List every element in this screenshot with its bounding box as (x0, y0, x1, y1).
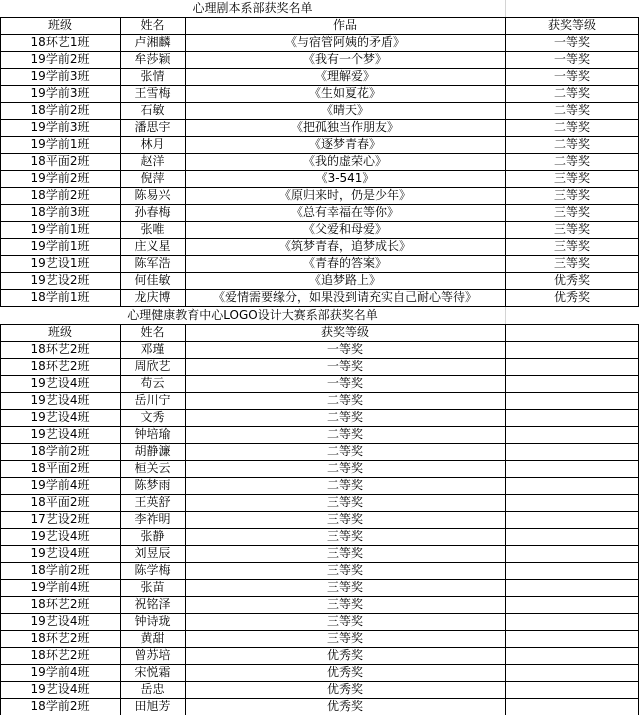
table-row (0, 545, 639, 562)
table-cell: 19学前3班 (30, 120, 90, 134)
table-cell: 18环艺2班 (30, 597, 90, 611)
table-cell: 《理解爱》 (314, 69, 375, 83)
table-cell: 18学前2班 (30, 444, 90, 458)
table-cell: 一等奖 (326, 359, 363, 373)
table-cell: 三等奖 (326, 529, 363, 543)
table-row (0, 375, 639, 392)
table-row (0, 698, 639, 715)
table-cell: 王英舒 (134, 495, 171, 509)
table-cell: 18环艺2班 (30, 359, 90, 373)
table-cell: 三等奖 (326, 580, 363, 594)
table-row (0, 51, 639, 68)
table-row (0, 187, 639, 204)
table-cell: 《总有幸福在等你》 (290, 205, 399, 219)
table-cell: 19艺设4班 (30, 393, 90, 407)
header-row (0, 17, 639, 34)
table-row (0, 494, 639, 511)
grid-line (0, 477, 639, 478)
table-row (0, 238, 639, 255)
table-cell: 三等奖 (553, 188, 590, 202)
table-cell: 刘昱辰 (134, 546, 171, 560)
table-cell: 孙春梅 (134, 205, 171, 219)
table-cell: 邓瑾 (140, 342, 165, 356)
table-cell: 19学前2班 (30, 52, 90, 66)
table-cell: 苟云 (140, 376, 165, 390)
table-cell: 优秀奖 (326, 665, 363, 679)
grid-line (0, 613, 639, 614)
table-cell: 18环艺1班 (30, 35, 90, 49)
table-cell: 二等奖 (553, 154, 590, 168)
table-cell: 《筑梦青春，追梦成长》 (278, 239, 411, 253)
grid-line (0, 375, 639, 376)
table-row (0, 630, 639, 647)
grid-line (0, 34, 639, 35)
table-cell: 一等奖 (553, 69, 590, 83)
grid-line (0, 187, 639, 188)
table-cell: 二等奖 (553, 137, 590, 151)
table-cell: 19艺设4班 (30, 410, 90, 424)
table-cell: 潘思宇 (134, 120, 171, 134)
table-cell: 19艺设4班 (30, 376, 90, 390)
header-cell: 获奖等级 (547, 18, 596, 32)
grid-line (0, 17, 639, 18)
table-cell: 张唯 (140, 222, 165, 236)
table-cell: 牟莎颖 (134, 52, 171, 66)
table-cell: 岳忠 (140, 682, 165, 696)
grid-line (0, 51, 639, 52)
table-cell: 18环艺2班 (30, 648, 90, 662)
table-cell: 19艺设1班 (30, 256, 90, 270)
table-cell: 一等奖 (326, 342, 363, 356)
table-row (0, 528, 639, 545)
header-row (0, 324, 639, 341)
table-cell: 二等奖 (326, 393, 363, 407)
table-cell: 三等奖 (326, 495, 363, 509)
grid-line (0, 562, 639, 563)
grid-line (120, 17, 121, 306)
table-row (0, 221, 639, 238)
table-cell: 庄义星 (134, 239, 171, 253)
table-cell: 李祚明 (134, 512, 171, 526)
table-row (0, 392, 639, 409)
grid-line (0, 170, 639, 171)
table-cell: 18学前2班 (30, 563, 90, 577)
table-cell: 19艺设4班 (30, 529, 90, 543)
table-cell: 18学前3班 (30, 205, 90, 219)
table-row (0, 68, 639, 85)
table-cell: 《青春的答案》 (302, 256, 387, 270)
table-row (0, 596, 639, 613)
grid-line (0, 545, 639, 546)
grid-line (0, 426, 639, 427)
table-cell: 岳川宁 (134, 393, 171, 407)
table-cell: 三等奖 (326, 614, 363, 628)
table-cell: 王雪梅 (134, 86, 171, 100)
table-cell: 倪萍 (140, 171, 165, 185)
grid-line (0, 681, 639, 682)
table-cell: 18学前2班 (30, 699, 90, 713)
table-row (0, 613, 639, 630)
table-row (0, 443, 639, 460)
table-cell: 三等奖 (553, 171, 590, 185)
grid-line (0, 153, 639, 154)
table-cell: 祝铭泽 (134, 597, 171, 611)
table-cell: 一等奖 (326, 376, 363, 390)
table-cell: 卢湘麟 (134, 35, 171, 49)
table-cell: 《生如夏花》 (308, 86, 381, 100)
table-cell: 张苗 (140, 580, 165, 594)
table-cell: 18学前2班 (30, 103, 90, 117)
grid-line (0, 221, 639, 222)
table-cell: 三等奖 (326, 631, 363, 645)
table-cell: 二等奖 (553, 86, 590, 100)
grid-line (0, 443, 639, 444)
table-row (0, 272, 639, 289)
table-row (0, 426, 639, 443)
table-row (0, 664, 639, 681)
grid-line (0, 238, 639, 239)
grid-line (120, 324, 121, 715)
table-cell: 钟诗珑 (134, 614, 171, 628)
table-cell: 19学前1班 (30, 137, 90, 151)
table-row (0, 85, 639, 102)
table-row (0, 409, 639, 426)
table-cell: 三等奖 (326, 546, 363, 560)
table2-title: 心理健康教育中心LOGO设计大赛系部获奖名单 (127, 308, 378, 322)
table-row (0, 102, 639, 119)
table-cell: 19学前1班 (30, 222, 90, 236)
table-row (0, 170, 639, 187)
table-cell: 《我的虚荣心》 (302, 154, 387, 168)
table-cell: 19学前4班 (30, 665, 90, 679)
table-row (0, 460, 639, 477)
table-cell: 18学前2班 (30, 188, 90, 202)
table-row (0, 681, 639, 698)
table-row (0, 136, 639, 153)
grid-line (0, 698, 639, 699)
table-cell: 黄甜 (140, 631, 165, 645)
table-cell: 石敏 (140, 103, 165, 117)
grid-line (0, 102, 639, 103)
table-cell: 《晴天》 (320, 103, 369, 117)
grid-line (185, 17, 186, 306)
table-cell: 龙庆博 (134, 290, 171, 304)
table-cell: 19艺设2班 (30, 273, 90, 287)
grid-line (0, 630, 639, 631)
grid-line (0, 341, 639, 342)
table-cell: 田旭芳 (134, 699, 171, 713)
table-cell: 17艺设2班 (30, 512, 90, 526)
table-cell: 钟培瑜 (134, 427, 171, 441)
table-row (0, 579, 639, 596)
grid-line (0, 85, 639, 86)
header-cell: 班级 (47, 325, 72, 339)
table-cell: 18环艺2班 (30, 631, 90, 645)
grid-line (0, 596, 639, 597)
table-cell: 优秀奖 (326, 682, 363, 696)
table-cell: 19学前3班 (30, 69, 90, 83)
table-cell: 三等奖 (553, 239, 590, 253)
table-cell: 二等奖 (326, 444, 363, 458)
table-row (0, 255, 639, 272)
table-cell: 18学前1班 (30, 290, 90, 304)
grid-line (0, 511, 639, 512)
table-cell: 19学前2班 (30, 171, 90, 185)
table-cell: 赵洋 (140, 154, 165, 168)
table-row (0, 119, 639, 136)
table-cell: 《追梦路上》 (308, 273, 381, 287)
table-cell: 18平面2班 (30, 495, 90, 509)
table-cell: 《我有一个梦》 (302, 52, 387, 66)
table-row (0, 562, 639, 579)
table-cell: 张静 (140, 529, 165, 543)
table-cell: 优秀奖 (326, 648, 363, 662)
grid-line (0, 119, 639, 120)
table-row (0, 477, 639, 494)
header-cell: 班级 (47, 18, 72, 32)
table-cell: 陈军浩 (134, 256, 171, 270)
table-cell: 三等奖 (553, 256, 590, 270)
table-cell: 二等奖 (326, 410, 363, 424)
grid-line (0, 324, 1, 715)
grid-line (185, 324, 186, 715)
table-cell: 胡静濂 (134, 444, 171, 458)
grid-line (0, 204, 639, 205)
table-row (0, 289, 639, 306)
table-row (0, 358, 639, 375)
grid-line (505, 0, 506, 17)
table-cell: 《父爱和母爱》 (302, 222, 387, 236)
table-cell: 《把孤独当作朋友》 (290, 120, 399, 134)
table-cell: 19艺设4班 (30, 546, 90, 560)
table-cell: 曾苏培 (134, 648, 171, 662)
table-cell: 19艺设4班 (30, 682, 90, 696)
table-cell: 宋悦霜 (134, 665, 171, 679)
header-cell: 姓名 (140, 325, 165, 339)
grid-line (0, 579, 639, 580)
table-row (0, 204, 639, 221)
table-cell: 18平面2班 (30, 154, 90, 168)
table-cell: 18平面2班 (30, 461, 90, 475)
table-cell: 桓关云 (134, 461, 171, 475)
grid-line (0, 289, 639, 290)
table-cell: 二等奖 (326, 427, 363, 441)
grid-line (0, 409, 639, 410)
table-cell: 何佳敏 (134, 273, 171, 287)
table-cell: 二等奖 (326, 461, 363, 475)
header-cell: 获奖等级 (320, 325, 369, 339)
table-row (0, 341, 639, 358)
grid-line (0, 647, 639, 648)
table-cell: 《3-541》 (315, 171, 375, 185)
grid-line (0, 17, 1, 306)
table-cell: 二等奖 (553, 103, 590, 117)
table-cell: 张情 (140, 69, 165, 83)
table-cell: 19学前3班 (30, 86, 90, 100)
table-cell: 优秀奖 (326, 699, 363, 713)
header-cell: 作品 (332, 18, 357, 32)
table-cell: 优秀奖 (553, 273, 590, 287)
grid-line (0, 392, 639, 393)
grid-line (0, 306, 639, 307)
grid-line (0, 460, 639, 461)
table-row (0, 34, 639, 51)
table-cell: 林月 (140, 137, 165, 151)
table-cell: 《与宿管阿姨的矛盾》 (284, 35, 405, 49)
table-cell: 一等奖 (553, 35, 590, 49)
grid-line (505, 17, 506, 306)
table-cell: 三等奖 (553, 222, 590, 236)
table-cell: 周欣艺 (134, 359, 171, 373)
table-row (0, 153, 639, 170)
table-cell: 优秀奖 (553, 290, 590, 304)
table-cell: 二等奖 (326, 478, 363, 492)
grid-line (0, 664, 639, 665)
grid-line (0, 358, 639, 359)
table-cell: 《逐梦青春》 (308, 137, 381, 151)
grid-line (505, 324, 506, 715)
table-cell: 陈学梅 (134, 563, 171, 577)
table1-title: 心理剧本系部获奖名单 (192, 1, 313, 15)
grid-line (0, 272, 639, 273)
table-cell: 19艺设4班 (30, 427, 90, 441)
table-cell: 文秀 (140, 410, 165, 424)
table-row (0, 511, 639, 528)
table-cell: 《原归来时，仍是少年》 (278, 188, 411, 202)
table-cell: 19艺设4班 (30, 614, 90, 628)
table-cell: 三等奖 (326, 512, 363, 526)
grid-line (0, 68, 639, 69)
table-cell: 二等奖 (553, 120, 590, 134)
header-cell: 姓名 (140, 18, 165, 32)
grid-line (0, 528, 639, 529)
table-cell: 三等奖 (326, 563, 363, 577)
table-cell: 一等奖 (553, 52, 590, 66)
table-cell: 三等奖 (326, 597, 363, 611)
table-cell: 陈易兴 (134, 188, 171, 202)
table-cell: 19学前1班 (30, 239, 90, 253)
grid-line (0, 494, 639, 495)
table-cell: 19学前4班 (30, 580, 90, 594)
table-row (0, 647, 639, 664)
grid-line (505, 307, 506, 324)
table-cell: 《爱情需要缘分，如果没到请充实自己耐心等待》 (212, 290, 477, 304)
table-cell: 19学前4班 (30, 478, 90, 492)
grid-line (0, 324, 639, 325)
table-cell: 陈梦雨 (134, 478, 171, 492)
grid-line (0, 255, 639, 256)
table-cell: 18环艺2班 (30, 342, 90, 356)
grid-line (0, 136, 639, 137)
table-cell: 三等奖 (553, 205, 590, 219)
